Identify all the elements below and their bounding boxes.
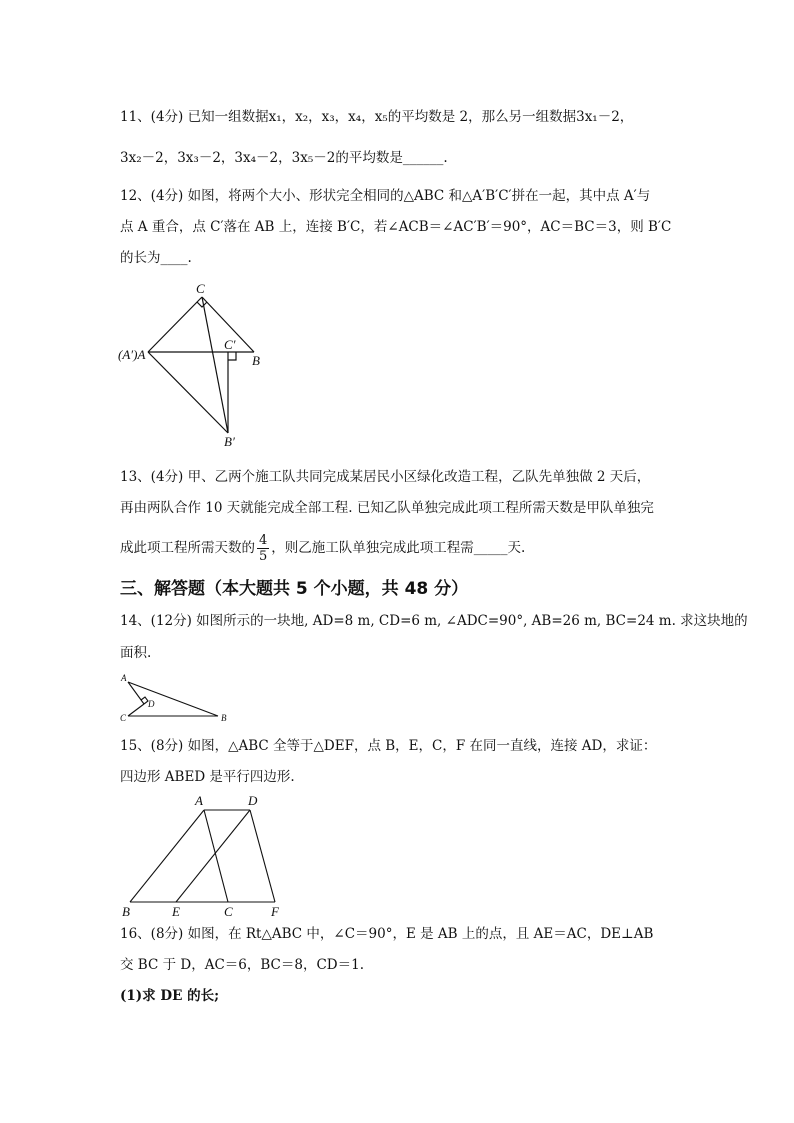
q12-line3: 的长为____.: [120, 250, 192, 266]
fig15-segment-ac: [204, 810, 228, 902]
fig15-segment-df: [250, 810, 275, 902]
q16-line1: 16、(8分) 如图，在 Rt△ABC 中，∠C＝90°，E 是 AB 上的点，且 AE＝AC，DE⊥AB: [120, 926, 654, 942]
fig15-segment-ab: [130, 810, 204, 902]
q13-line3: [120, 531, 525, 565]
section-3-heading: 三、解答题（本大题共 5 个小题，共 48 分）: [120, 579, 469, 599]
q13-line3-before: 成此项工程所需天数的: [120, 540, 255, 556]
fig12-segment-ab-prime: [148, 352, 228, 433]
fig12-label-a: (A′)A: [118, 347, 146, 362]
fig15-label-a: A: [195, 793, 203, 808]
fig12-right-angle-c-prime: [228, 352, 236, 360]
fig12-right-angle-c: [197, 302, 207, 307]
figure-q14: [115, 672, 235, 728]
q13-line1: 13、(4分) 甲、乙两个施工队共同完成某居民小区绿化改造工程，乙队先单独做 2 天后，: [120, 469, 651, 485]
q14-line1: 14、(12分) 如图所示的一块地, AD=8 m, CD=6 m, ∠ADC=90°, AB=26 m, BC=24 m. 求这块地的: [120, 613, 748, 629]
fig12-label-c: C: [196, 281, 205, 296]
q16-part1: (1)求 DE 的长;: [120, 988, 220, 1004]
q11-line1: 11、(4分) 已知一组数据x₁，x₂，x₃，x₄，x₅的平均数是 2，那么另一组数据3x₁－2，: [120, 109, 634, 125]
q15-line2: 四边形 ABED 是平行四边形.: [120, 769, 295, 785]
fig12-label-b: B: [252, 353, 260, 368]
q12-line1: 12、(4分) 如图，将两个大小、形状完全相同的△ABC 和△A′B′C′拼在一起，其中点 A′与: [120, 188, 651, 204]
fig12-segment-cb-prime: [202, 297, 228, 433]
figure-q15: [115, 790, 295, 920]
fig15-label-d: D: [248, 793, 258, 808]
q12-line2: 点 A 重合，点 C′落在 AB 上，连接 B′C，若∠ACB＝∠AC′B′＝90°，AC＝BC＝3，则 B′C: [120, 219, 672, 235]
fig15-label-e: E: [172, 904, 180, 919]
fig14-label-b: B: [221, 713, 227, 723]
figure-q12: [110, 278, 280, 450]
q13-line2: 再由两队合作 10 天就能完成全部工程. 已知乙队单独完成此项工程所需天数是甲队单独完: [120, 500, 654, 516]
fig14-label-a: A: [121, 673, 127, 683]
fig12-segment-ac: [148, 297, 202, 352]
q11-line2: 3x₂－2，3x₃－2，3x₄－2，3x₅－2的平均数是______.: [120, 150, 448, 166]
fig14-label-d: D: [148, 699, 155, 709]
q13-fraction-numerator: 4: [259, 533, 268, 548]
fig15-segment-de: [176, 810, 250, 902]
fig14-segment-cd: [128, 704, 144, 716]
fig15-label-f: F: [271, 904, 279, 919]
fig15-label-c: C: [224, 904, 233, 919]
q15-line1: 15、(8分) 如图，△ABC 全等于△DEF，点 B，E，C，F 在同一直线，连接 AD，求证：: [120, 738, 657, 754]
fig12-label-b-prime: B′: [224, 434, 235, 449]
q14-line2: 面积.: [120, 645, 152, 661]
q13-fraction-denominator: 5: [259, 549, 268, 564]
fig14-label-c: C: [120, 713, 127, 723]
fig12-label-c-prime: C′: [224, 337, 236, 352]
q13-fraction: [257, 533, 269, 564]
q13-line3-after: ，则乙施工队单独完成此项工程需_____天.: [271, 540, 526, 556]
fig15-label-b: B: [122, 904, 130, 919]
q16-line2: 交 BC 于 D，AC＝6，BC＝8，CD＝1.: [120, 957, 364, 973]
